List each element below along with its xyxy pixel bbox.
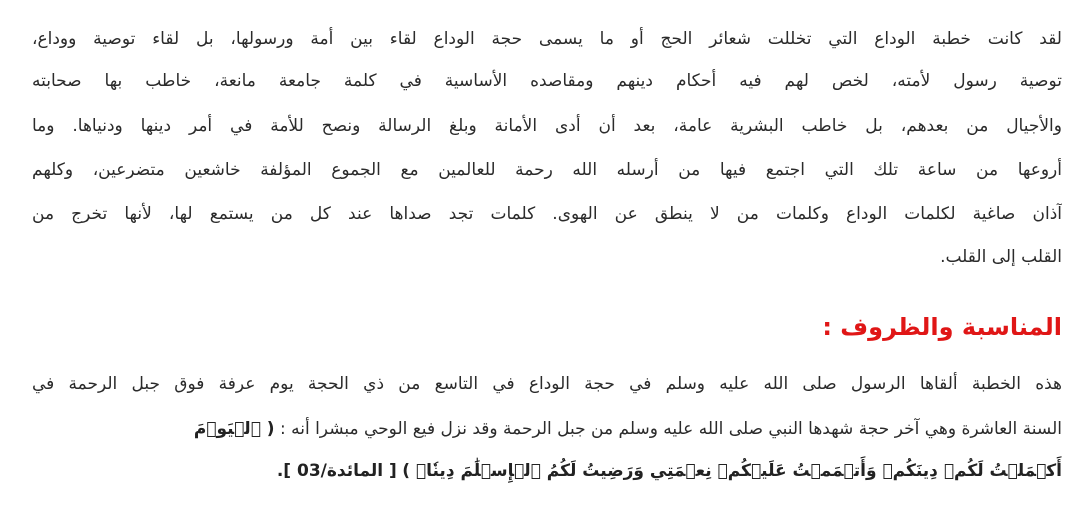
intro-line-4: أروعها من ساعة تلك التي اجتمع فيها من أرسله الله رحمة للعالمين مع الجموع المؤلفة خاشعين متضرعين، وكلهم <box>32 160 1062 180</box>
quran-quote: أَكۡمَلۡتُ لَكُمۡ دِينَكُمۡ وَأَتۡمَمۡتُ عَلَيۡكُمۡ نِعۡمَتِي وَرَضِيتُ لَكُمُ ٱلۡإِسۡلَٰمَ دِينٗاۚ ) <box>402 461 1062 481</box>
intro-line-5: آذان صاغية لكلمات الوداع وكلمات من لا ينطق عن الهوى. كلمات تجد صداها عند كل من يستمع لها، لأنها تخرج من <box>32 204 1062 224</box>
section-line-3 <box>22 456 1062 486</box>
quran-quote-start: ( ٱلۡيَوۡمَ <box>193 419 275 439</box>
section-line-2 <box>22 414 1062 444</box>
section-heading: المناسبة والظروف : <box>822 313 1062 341</box>
intro-line-2: توصية رسول لأمته، لخص لهم فيه أحكام دينهم ومقاصده الأساسية في كلمة جامعة مانعة، خاطب بها صحابته <box>32 71 1062 91</box>
section-line-2-text: السنة العاشرة وهي آخر حجة شهدها النبي صلى الله عليه وسلم من جبل الرحمة وقد نزل فيع الوحي مبشرا أنه : <box>274 419 1062 439</box>
intro-line-3: والأجيال من بعدهم، بل خاطب البشرية عامة، بعد أن أدى الأمانة وبلغ الرسالة ونصح للأمة في أمر دينها ودنياها. وما <box>32 116 1062 136</box>
intro-line-6: القلب إلى القلب. <box>940 247 1062 267</box>
quran-citation: [ المائدة/03 ]. <box>276 461 397 481</box>
intro-line-1: لقد كانت خطبة الوداع التي تخللت شعائر الحج أو ما يسمى حجة الوداع لقاء بين أمة ورسولها، بل لقاء توصية ووداع، <box>32 29 1062 49</box>
section-line-1: هذه الخطبة ألقاها الرسول صلى الله عليه وسلم في حجة الوداع في التاسع من ذي الحجة يوم عرفة فوق جبل الرحمة في <box>32 374 1062 394</box>
